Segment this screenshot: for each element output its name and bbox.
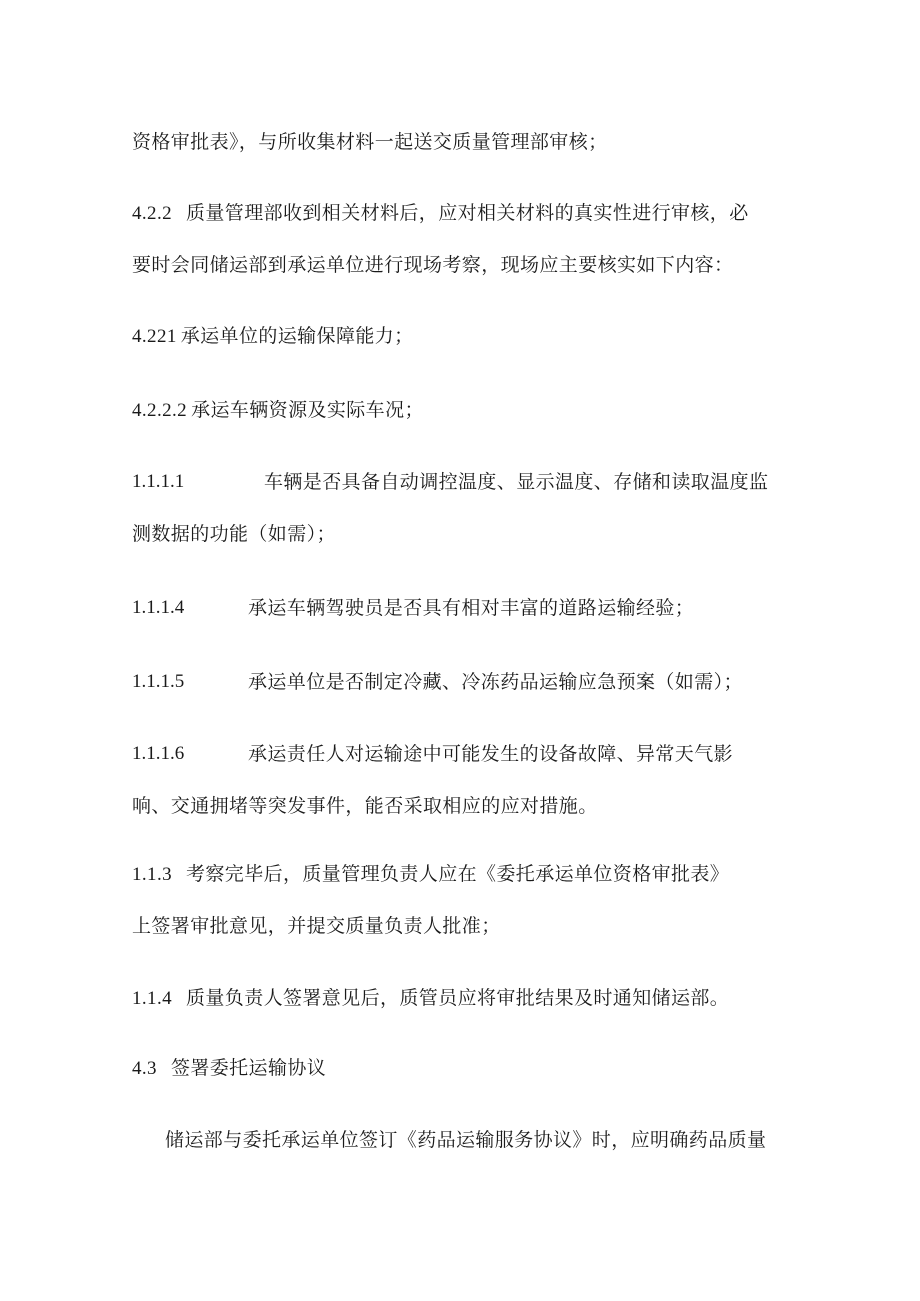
section-1-1-4 (132, 986, 729, 1011)
paragraph-continuation (132, 130, 608, 154)
section-number: 1.1.4 (132, 988, 172, 1009)
list-item-text: 车辆是否具备自动调控温度、显示温度、存储和读取温度监 (264, 471, 769, 493)
section-1-1-3-line2 (132, 914, 501, 938)
list-item-number: 1.1.1.5 (132, 671, 185, 692)
section-text: 考察完毕后，质量管理负责人应在《委托承运单位资格审批表》 (186, 863, 730, 885)
section-number: 1.1.3 (132, 864, 172, 885)
section-text: 质量管理部收到相关材料后，应对相关材料的真实性进行审核，必 (186, 202, 749, 224)
paragraph-text: 资格审批表》，与所收集材料一起送交质量管理部审核； (132, 131, 608, 153)
paragraph-text: 储运部与委托承运单位签订《药品运输服务协议》时，应明确药品质量 (165, 1129, 767, 1151)
list-item-text: 承运车辆驾驶员是否具有相对丰富的道路运输经验； (248, 597, 695, 619)
item-text: 承运车辆资源及实际车况； (191, 399, 424, 421)
item-text: 承运单位的运输保障能力； (180, 325, 414, 347)
item-4-2-2-1 (132, 324, 414, 349)
list-item-number: 1.1.1.4 (132, 597, 185, 618)
section-1-1-3 (132, 862, 729, 887)
item-number: 4.2.2.2 (132, 400, 188, 421)
section-4-3-heading (132, 1056, 326, 1081)
list-item-text-continued: 响、交通拥堵等突发事件，能否采取相应的应对措施。 (132, 795, 598, 817)
list-item-number: 1.1.1.1 (132, 471, 185, 492)
section-number: 4.3 (132, 1058, 157, 1079)
section-text: 质量负责人签署意见后，质管员应将审批结果及时通知储运部。 (186, 987, 730, 1009)
item-number: 4.221 (132, 326, 177, 347)
section-4-2-2-line2 (132, 253, 733, 277)
section-text: 上签署审批意见，并提交质量负责人批准； (132, 915, 501, 937)
item-4-2-2-2 (132, 398, 424, 423)
list-item-text: 承运单位是否制定冷藏、冷冻药品运输应急预案（如需）； (248, 671, 743, 693)
section-text: 要时会同储运部到承运单位进行现场考察，现场应主要核实如下内容： (132, 254, 734, 276)
section-number: 4.2.2 (132, 203, 172, 224)
list-item-number: 1.1.1.6 (132, 743, 185, 764)
list-item-text-continued: 测数据的功能（如需）； (132, 523, 336, 545)
section-heading: 签署委托运输协议 (170, 1057, 327, 1079)
section-4-2-2 (132, 201, 749, 226)
list-item-text: 承运责任人对运输途中可能发生的设备故障、异常天气影 (248, 743, 734, 765)
